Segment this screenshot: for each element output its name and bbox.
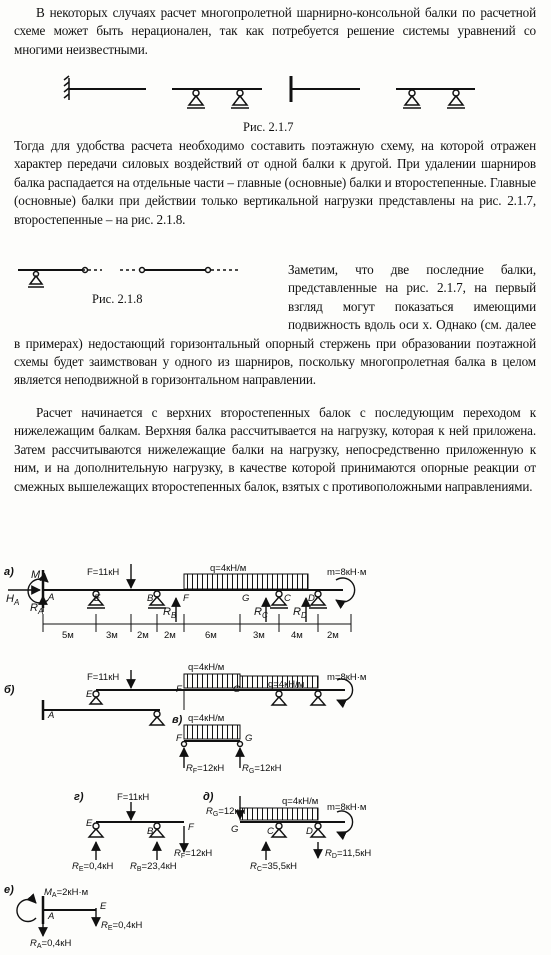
dim-1: 5м: [62, 630, 74, 641]
load-m: m=8кН·м: [327, 802, 367, 813]
point-F: F: [183, 593, 189, 604]
reaction-RB: $R_B=23,4кН$: [130, 861, 177, 873]
paragraph-note-text: Заметим, что две последние балки, представленные на рис. 2.1.7, на первый взгляд могут показаться имеющими подвижность вдоль оси x. Однако (см. далее в примерах) недостающий горизонтальный опорный стержень при образовании поэтажной схемы будет заимствован у одного из шарниров, поскольку многопролетная балка в целом является неподвижной в горизонтальном направлении.: [14, 262, 536, 388]
reaction-RD: $R_D=11,5кН$: [325, 848, 372, 860]
label-RB: $R_B$: [163, 606, 177, 620]
point-B: B: [147, 593, 154, 604]
load-F: F=11кН: [117, 792, 150, 803]
point-F: F: [176, 733, 182, 744]
figure-2-1-7: [0, 68, 551, 120]
paragraph-floor-scheme: Тогда для удобства расчета необходимо составить поэтажную схему, на которой отражен характер передачи силовых воздействий от одной балки к другой. При удалении шарниров балка распадается на отдельные части – главные (основные) балки и второстепенные. Главные (основные) балки при действии только вертикальной нагрузки представлены на рис. 2.1.7, второстепенные – на рис. 2.1.8.: [14, 138, 536, 227]
panel-label-d: д): [203, 791, 214, 803]
panel-label-a: а): [4, 566, 14, 578]
load-F: F=11кН: [87, 567, 120, 578]
dim-4: 2м: [164, 630, 176, 641]
label-MA: $M_A$: [31, 569, 46, 583]
figure-caption: Рис. 2.1.7: [243, 120, 294, 134]
point-D: D: [308, 593, 315, 604]
reaction-RF: $R_F=12кН$: [174, 848, 213, 860]
reaction-RE: $R_E=0,4кН$: [101, 920, 143, 932]
paragraph-note: [14, 261, 536, 390]
load-q: q=4кН/м: [282, 796, 319, 807]
label-RC: $R_C$: [254, 606, 268, 620]
point-C: C: [267, 826, 274, 837]
dim-3: 2м: [137, 630, 149, 641]
point-A: A: [48, 710, 55, 721]
dim-8: 2м: [327, 630, 339, 641]
load-F: F=11кН: [87, 672, 120, 683]
paragraph-intro: В некоторых случаях расчет многопролетной шарнирно-консольной балки по расчетной схеме может быть нерационален, так как потребуется решение системы уравнений со многими неизвестными.: [14, 5, 536, 57]
point-E: E: [100, 901, 107, 912]
reaction-MA: $M_A=2кН\cdot м$: [44, 887, 89, 899]
point-F: F: [188, 822, 194, 833]
reaction-RG: $R_G=12кН$: [242, 763, 282, 775]
point-G: G: [245, 733, 253, 744]
point-A: A: [48, 911, 55, 922]
label-RA: $R_A$: [30, 602, 44, 616]
reaction-RG: $R_G=12кН$: [206, 806, 246, 818]
point-G: G: [242, 593, 250, 604]
dim-7: 4м: [291, 630, 303, 641]
load-m: m=8кН·м: [327, 672, 367, 683]
point-B: B: [147, 826, 154, 837]
point-E: E: [86, 818, 93, 829]
dim-5: 6м: [205, 630, 217, 641]
figure-float-space: [14, 261, 288, 317]
load-m: m=8кН·м: [327, 567, 367, 578]
point-F: F: [176, 684, 182, 695]
reaction-RA: $R_A=0,4кН$: [30, 938, 72, 950]
figure-caption: Рис. 2.1.8: [92, 292, 143, 306]
load-q: q=4кН/м: [268, 679, 305, 690]
point-D: D: [306, 826, 313, 837]
label-HA: $H_A$: [6, 593, 20, 607]
load-q: q=4кН/м: [210, 563, 247, 574]
reaction-RC: $R_C=35,5кН$: [250, 861, 297, 873]
panel-label-g: г): [74, 791, 84, 803]
load-q: q=4кН/м: [188, 662, 225, 673]
panel-label-e: е): [4, 884, 14, 896]
point-E: E: [86, 689, 93, 700]
paragraph-procedure: Расчет начинается с верхних второстепенных балок с последующим переходом к нижележащим балкам. Верхняя балка рассчитывается на нагрузку, которая к ней приложена. Затем рассчитываются нижележащие балки на нагрузку, непосредственно приложенную к ним, и на дополнительную нагрузку, в качестве которой принимаются опорные реакции от смежных вышележащих второстепенных балок, взятых с противоположными направлениями.: [14, 405, 536, 494]
dim-2: 3м: [106, 630, 118, 641]
reaction-RE: $R_E=0,4кН$: [72, 861, 114, 873]
point-G: G: [233, 684, 241, 695]
dim-6: 3м: [253, 630, 265, 641]
label-RD: $R_D$: [293, 606, 307, 620]
beam-diagram: [0, 545, 551, 955]
reaction-RF: $R_F=12кН$: [186, 763, 225, 775]
point-G: G: [231, 824, 239, 835]
panel-label-v: в): [172, 714, 183, 726]
point-A: A: [48, 592, 55, 603]
point-E: E: [94, 593, 101, 604]
load-q: q=4кН/м: [188, 713, 225, 724]
panel-label-b: б): [4, 684, 15, 696]
point-C: C: [284, 593, 291, 604]
